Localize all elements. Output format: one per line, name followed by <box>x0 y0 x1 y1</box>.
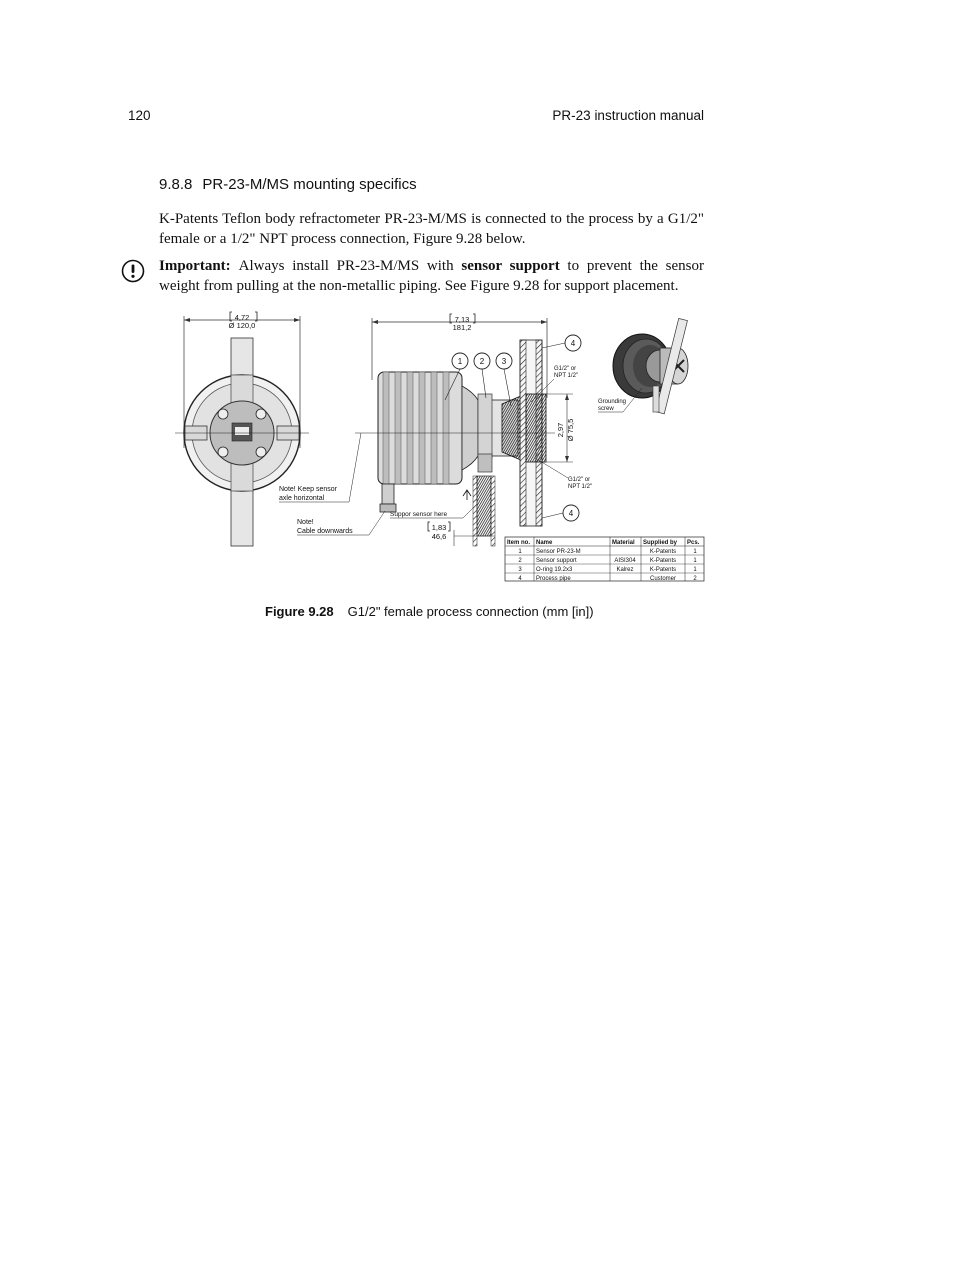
support-here-label: Suppor sensor here <box>390 511 448 518</box>
dim-pipe-mm: Ø 75,5 <box>566 418 575 442</box>
table-cell: 1 <box>693 567 697 573</box>
callout-4-top: 4 <box>570 339 576 348</box>
table-cell: K-Patents <box>649 558 677 564</box>
note-axle-1: Note! Keep sensor <box>279 486 337 493</box>
table-header-item: Item no. <box>507 540 531 546</box>
table-header-supplier: Supplied by <box>643 540 678 546</box>
callout-1: 1 <box>457 357 463 366</box>
table-cell: Sensor support <box>536 558 577 564</box>
table-cell: 2 <box>693 576 697 582</box>
mounting-diagram <box>175 308 705 583</box>
table-cell: Kalrez <box>616 567 634 573</box>
table-cell: 1 <box>693 558 697 564</box>
isometric-view <box>598 318 688 413</box>
parts-table <box>505 537 704 582</box>
table-cell: O-ring 19.2x3 <box>536 567 573 573</box>
label-thread-top-1: G1/2" or <box>554 366 577 372</box>
section-heading <box>159 176 417 193</box>
note-axle-2: axle horizontal <box>279 495 325 502</box>
callout-2: 2 <box>479 357 485 366</box>
table-header-name: Name <box>536 540 553 546</box>
important-bold-text: sensor support <box>461 258 560 274</box>
figure-label: Figure 9.28 <box>265 604 334 619</box>
table-cell: Sensor PR-23-M <box>536 549 581 555</box>
table-cell: 2 <box>518 558 522 564</box>
dim-length-in: 7,13 <box>454 315 470 324</box>
section-title: PR-23-M/MS mounting specifics <box>202 176 417 193</box>
dim-front-in: 4,72 <box>234 313 250 322</box>
running-header: PR-23 instruction manual <box>552 108 704 123</box>
table-cell: K-Patents <box>649 567 677 573</box>
table-cell: Customer <box>649 576 677 582</box>
dim-support-mm: 46,6 <box>431 532 447 541</box>
table-header-material: Material <box>612 540 635 546</box>
important-text-2: to prevent the sensor weight from pulling at the non-metallic piping. See Figure 9.28 for support placement. <box>159 258 704 294</box>
label-thread-bottom-1: G1/2" or <box>568 477 591 483</box>
important-text-1: Always install PR-23-M/MS with <box>238 258 462 274</box>
table-cell: AISI304 <box>614 558 636 564</box>
dim-support-in: 1,83 <box>431 523 447 532</box>
side-view <box>279 314 592 546</box>
label-grounding-2: screw <box>598 406 614 412</box>
callout-4-bottom: 4 <box>568 509 574 518</box>
label-thread-bottom-2: NPT 1/2" <box>568 484 593 490</box>
note-cable-2: Cable downwards <box>297 528 353 535</box>
figure-caption-text: G1/2" female process connection (mm [in]) <box>347 604 594 619</box>
front-view <box>175 312 309 546</box>
table-cell: 1 <box>518 549 522 555</box>
table-cell: 1 <box>693 549 697 555</box>
important-note <box>159 256 704 296</box>
table-cell: 4 <box>518 576 522 582</box>
important-label: Important: <box>159 258 231 274</box>
label-thread-top-2: NPT 1/2" <box>554 373 579 379</box>
table-cell: 3 <box>518 567 522 573</box>
table-cell: Process pipe <box>536 576 571 582</box>
warning-exclamation-icon <box>121 259 145 283</box>
figure-caption <box>265 604 594 619</box>
dim-length-mm: 181,2 <box>452 323 472 332</box>
note-cable-1: Note! <box>297 519 314 526</box>
label-grounding-1: Grounding <box>598 399 627 405</box>
section-number: 9.8.8 <box>159 176 193 193</box>
intro-paragraph: K-Patents Teflon body refractometer PR-23-M/MS is connected to the process by a G1/2" female or a 1/2" NPT process connection, Figure 9.28 below. <box>159 211 704 247</box>
dim-pipe-in: 2,97 <box>556 422 565 438</box>
dim-front-mm: Ø 120,0 <box>228 321 256 330</box>
page-number: 120 <box>128 108 151 123</box>
table-header-pcs: Pcs. <box>687 540 700 546</box>
table-cell: K-Patents <box>649 549 677 555</box>
callout-3: 3 <box>501 357 507 366</box>
